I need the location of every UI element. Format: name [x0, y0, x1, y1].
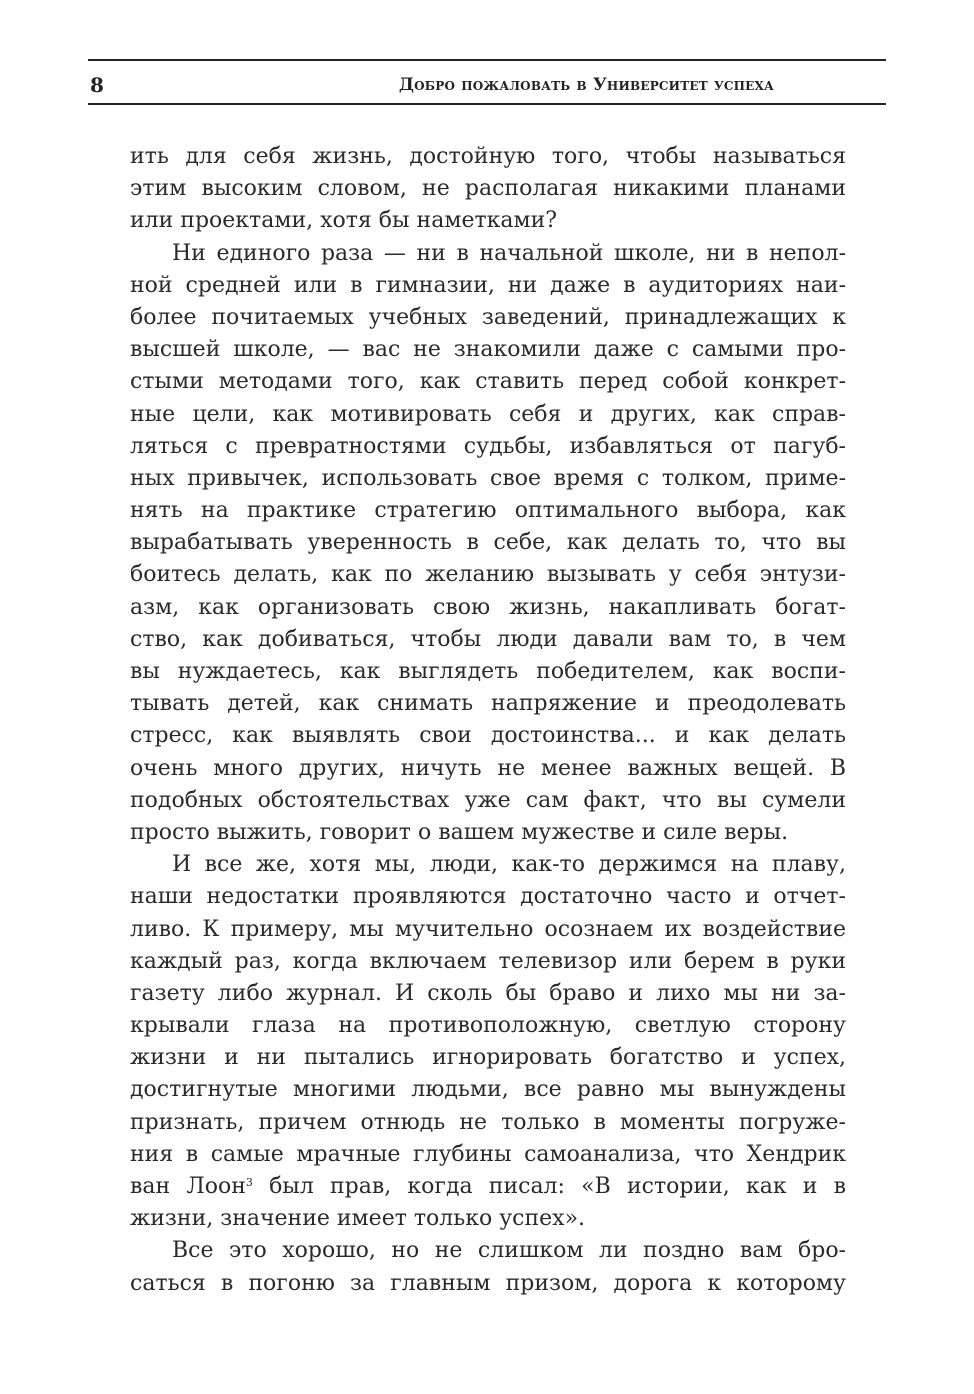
text-line: вырабатывать уверенность в себе, как делать то, что вы — [130, 530, 846, 556]
text-line: высшей школе, — вас не знакомили даже с самыми про- — [130, 337, 846, 363]
text-line: стресс, как выявлять свои достоинства... и как делать — [130, 723, 846, 749]
text-line: ливо. К примеру, мы мучительно осознаем их воздействие — [130, 916, 846, 942]
text-line: Ни единого раза — ни в начальной школе, ни в непол- — [172, 240, 846, 266]
text-line: ство, как добиваться, чтобы люди давали вам то, в чем — [130, 626, 846, 652]
page-number: 8 — [90, 73, 104, 97]
text-line: вы нуждаетесь, как выглядеть победителем, как воспи- — [130, 659, 846, 684]
text-line: достигнутые многими людьми, все равно мы вынуждены — [130, 1077, 846, 1103]
text-line: крывали глаза на противоположную, светлую сторону — [130, 1013, 846, 1039]
text-line: жизни, значение имеет только успех». — [130, 1206, 586, 1232]
text-line: признать, причем отнюдь не только в моменты погруже- — [130, 1109, 846, 1135]
footnote-line-before: ван Лоон — [130, 1174, 246, 1199]
text-line: И все же, хотя мы, люди, как-то держимся на плаву, — [172, 852, 846, 878]
text-line: стыми методами того, как ставить перед собой конкрет- — [130, 369, 846, 395]
text-line: Все это хорошо, но не слишком ли поздно вам бро- — [172, 1238, 846, 1264]
text-line: ных привычек, использовать свое время с толком, приме- — [130, 465, 846, 491]
text-line-with-footnote — [130, 1171, 846, 1203]
text-line: или проектами, хотя бы наметками? — [130, 208, 558, 234]
paragraph — [130, 141, 846, 238]
text-line: жизни и ни пытались игнорировать богатство и успех, — [130, 1045, 846, 1071]
text-line: ляться с превратностями судьбы, избавляться от пагуб- — [130, 433, 846, 459]
text-line: азм, как организовать свою жизнь, накапливать богат- — [130, 594, 846, 620]
running-title: Добро пожаловать в Университет успеха — [398, 75, 774, 95]
text-line: просто выжить, говорит о вашем мужестве и силе веры. — [130, 819, 789, 845]
text-line: подобных обстоятельствах уже сам факт, что вы сумели — [130, 787, 846, 813]
text-line: очень много других, ничуть не менее важных вещей. В — [130, 755, 846, 781]
footnote-marker: 3 — [245, 1176, 253, 1189]
text-line: ной средней или в гимназии, ни даже в аудиториях наи- — [130, 272, 846, 298]
text-line: более почитаемых учебных заведений, принадлежащих к — [130, 304, 846, 330]
text-line: каждый раз, когда включаем телевизор или берем в руки — [130, 948, 846, 974]
text-line: ить для себя жизнь, достойную того, чтобы называться — [130, 144, 846, 169]
running-header — [88, 59, 886, 105]
text-line: этим высоким словом, не располагая никакими планами — [130, 176, 846, 202]
text-line: ния в самые мрачные глубины самоанализа, что Хендрик — [130, 1141, 846, 1167]
footnote-line-after: был прав, когда писал: «В истории, как и в — [252, 1174, 847, 1199]
paragraph — [130, 849, 846, 1235]
text-line: ные цели, как мотивировать себя и других, как справ- — [130, 401, 846, 427]
text-line: саться в погоню за главным призом, дорога к которому — [130, 1270, 846, 1296]
text-line: тывать детей, как снимать напряжение и преодолевать — [130, 691, 846, 717]
paragraph — [130, 238, 846, 850]
body-text — [130, 141, 846, 1300]
paragraph — [130, 1235, 846, 1299]
text-line: газету либо журнал. И сколь бы браво и лихо мы ни за- — [130, 980, 846, 1006]
text-line: наши недостатки проявляются достаточно часто и отчет- — [130, 884, 846, 910]
text-line: нять на практике стратегию оптимального выбора, как — [130, 498, 846, 524]
text-line: боитесь делать, как по желанию вызывать у себя энтузи- — [130, 562, 846, 588]
